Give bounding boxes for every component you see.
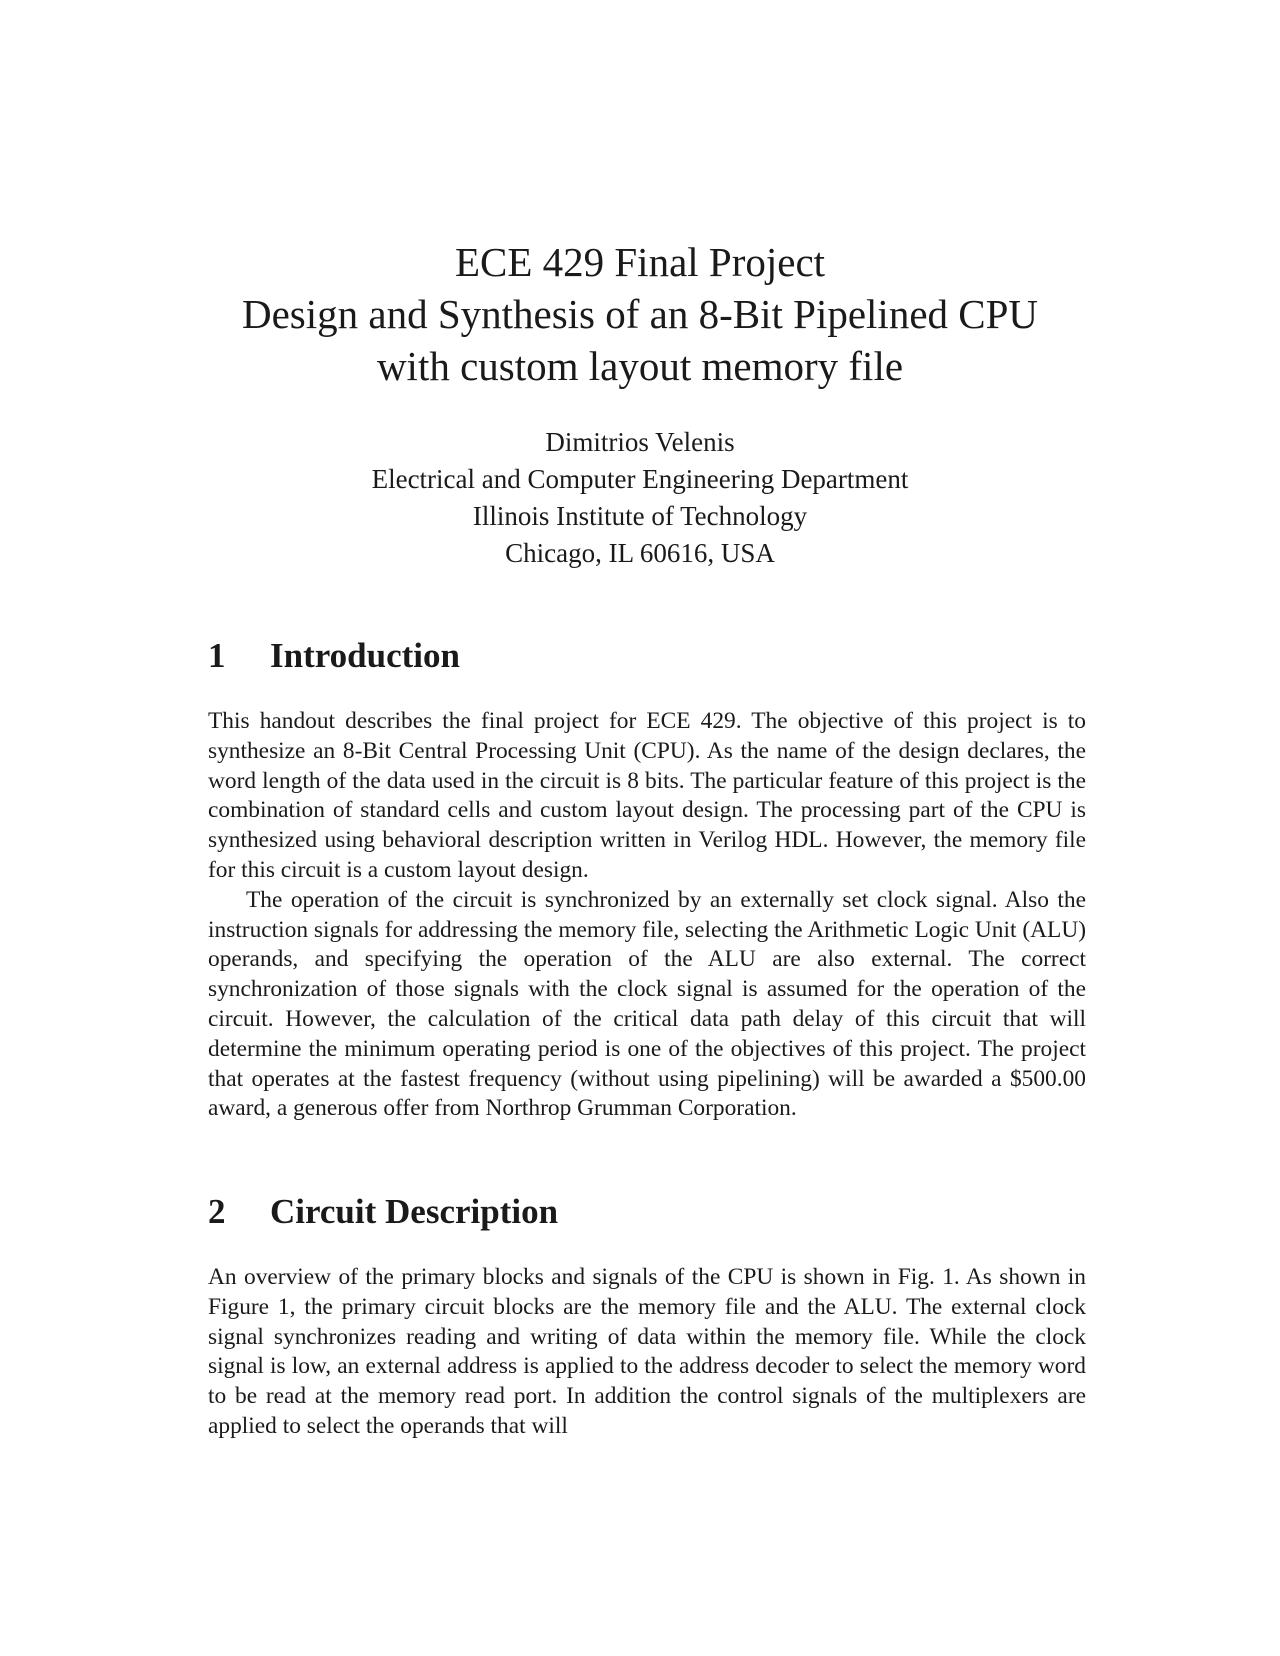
author-block [0,424,1280,572]
section-heading [208,1190,1086,1234]
paragraph: The operation of the circuit is synchronized by an externally set clock signal. Also the instruction signals for addressing the memory file, selecting the Arithmetic Logic Unit (ALU) operands, and specifying the operation of the ALU are also external. The correct synchronization of those signals with the clock signal is assumed for the operation of the circuit. However, the calculation of the critical data path delay of this circuit that will determine the minimum operating period is one of the objectives of this project. The project that operates at the fastest frequency (without using pipelining) will be awarded a $500.00 award, a generous offer from Northrop Grumman Corporation. [208,886,1086,1122]
section-number: 1 [208,636,226,675]
author-department: Electrical and Computer Engineering Department [371,464,909,494]
section-title: Circuit Description [270,1192,559,1231]
section-heading [208,634,1086,678]
section-title: Introduction [270,636,460,675]
author-location: Chicago, IL 60616, USA [505,538,775,568]
section-number: 2 [208,1192,226,1231]
title-line-3: with custom layout memory file [376,343,904,389]
paper-title [0,236,1280,392]
author-institution: Illinois Institute of Technology [472,501,808,531]
title-line-1: ECE 429 Final Project [454,239,826,285]
title-line-2: Design and Synthesis of an 8-Bit Pipelined CPU [241,291,1039,337]
paragraph: This handout describes the final project for ECE 429. The objective of this project is to synthesize an 8-Bit Central Processing Unit (CPU). As the name of the design declares, the word length of the data used in the circuit is 8 bits. The particular feature of this project is the combination of standard cells and custom layout design. The processing part of the CPU is synthesized using behavioral description written in Verilog HDL. However, the memory file for this circuit is a custom layout design. [208,708,1086,883]
author-name: Dimitrios Velenis [545,427,735,457]
section-circuit-description [208,1190,1086,1442]
paragraph: An overview of the primary blocks and signals of the CPU is shown in Fig. 1. As shown in Figure 1, the primary circuit blocks are the memory file and the ALU. The external clock signal synchronizes reading and writing of data within the memory file. While the clock signal is low, an external address is applied to the address decoder to select the memory word to be read at the memory read port. In addition the control signals of the multiplexers are applied to select the operands that will [208,1264,1086,1439]
section-introduction [208,634,1086,1124]
